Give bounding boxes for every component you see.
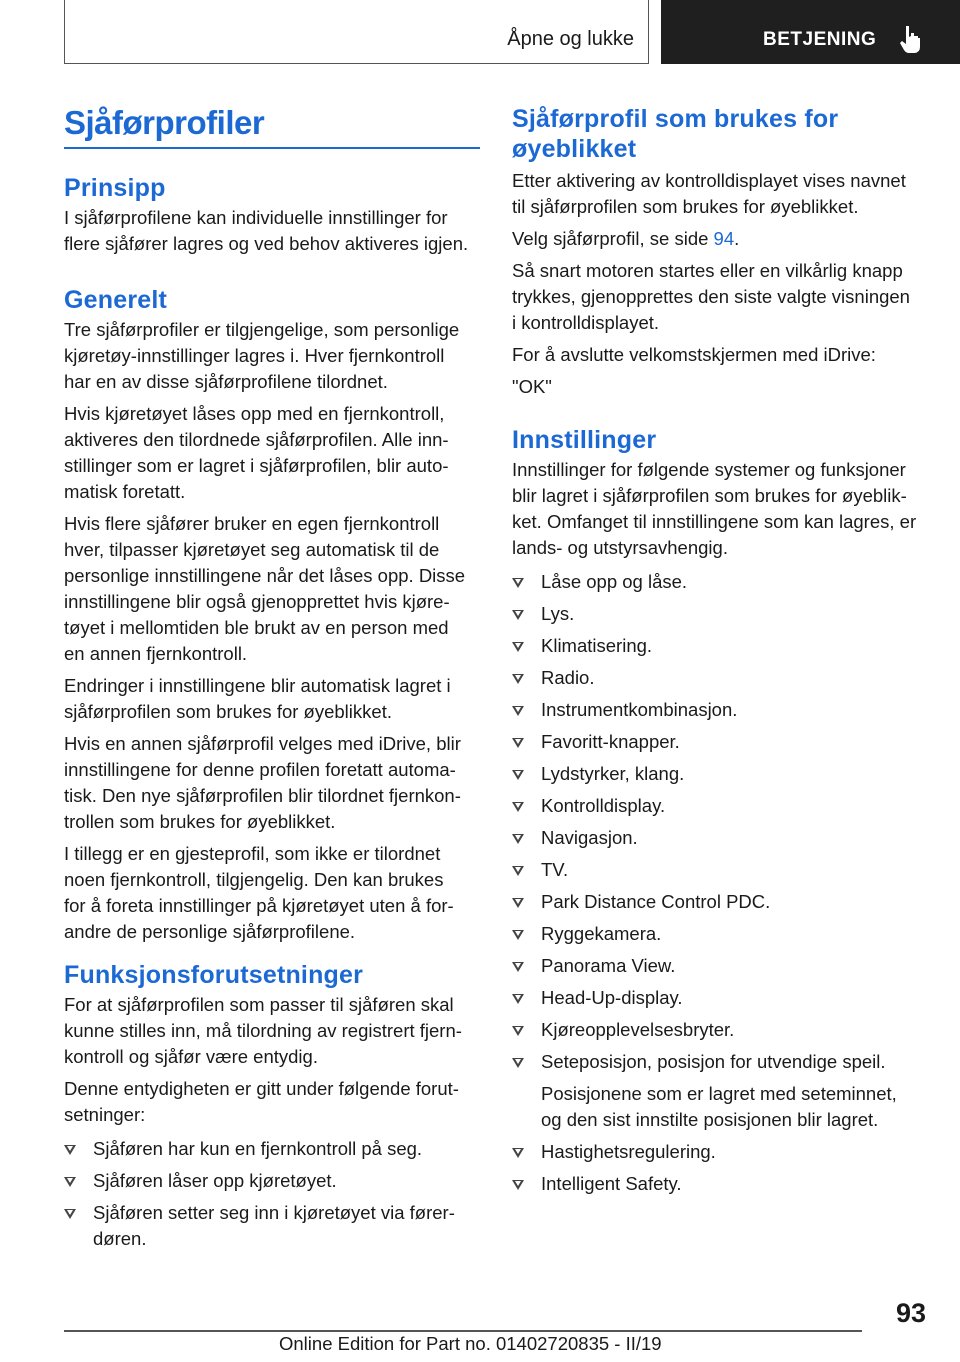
current-paragraph-2: Velg sjåførprofil, se side 94.	[512, 228, 740, 249]
generelt-paragraph-4: Endringer i innstillingene blir automatisk lagret i sjåførprofilen som brukes for øyeblikket.	[64, 675, 451, 722]
section-innstillinger	[512, 425, 928, 1197]
triangle-bullet-icon	[512, 674, 524, 684]
heading-prinsipp: Prinsipp	[64, 174, 166, 202]
list-item: Lydstyrker, klang.	[512, 761, 928, 787]
footer-divider	[64, 1330, 862, 1332]
header-chapter-tab	[661, 0, 960, 64]
list-item: Kjøreopplevelsesbryter.	[512, 1017, 928, 1043]
current-paragraph-4: For å avslutte velkomstskjermen med iDrive:	[512, 344, 876, 365]
list-item: Panorama View.	[512, 953, 928, 979]
section-current-profile	[512, 104, 928, 400]
page-link-94[interactable]: 94	[713, 228, 735, 249]
list-item: Sjåføren låser opp kjøretøyet.	[64, 1168, 480, 1194]
list-item: Instrumentkombinasjon.	[512, 697, 928, 723]
funksjon-paragraph-1: For at sjåførprofilen som passer til sjåføren skal kunne stilles inn, må tilordning av registrert fjern‐ kontroll og sjåfør være entydig.	[64, 994, 462, 1067]
hand-pointer-icon	[898, 24, 924, 54]
triangle-bullet-icon	[64, 1177, 76, 1187]
triangle-bullet-icon	[512, 1058, 524, 1068]
list-item: Seteposisjon, posisjon for utvendige speil. Posisjonene som er lagret med seteminnet, og den sist innstilte posisjonen blir lagret.	[512, 1049, 928, 1133]
generelt-paragraph-2: Hvis kjøretøyet låses opp med en fjernkontroll, aktiveres den tilordnede sjåførprofilen. Alle inn‐ stillinger som er lagret i sjåførprofilen, blir auto‐ matisk foretatt.	[64, 403, 449, 502]
generelt-paragraph-6: I tillegg er en gjesteprofil, som ikke er tilordnet noen fjernkontroll, tilgjengelig. Den kan brukes for å foreta innstillinger på kjøretøyet uten å for‐ andre de personlige sjåførprofilene.	[64, 843, 454, 942]
triangle-bullet-icon	[512, 770, 524, 780]
innstillinger-bullet-list	[512, 569, 928, 1197]
triangle-bullet-icon	[512, 962, 524, 972]
list-item: Intelligent Safety.	[512, 1171, 928, 1197]
generelt-paragraph-1: Tre sjåførprofiler er tilgjengelige, som personlige kjøretøy-innstillinger lagres i. Hver fjernkontroll har en av disse sjåførprofilene tilordnet.	[64, 319, 460, 392]
triangle-bullet-icon	[512, 994, 524, 1004]
triangle-bullet-icon	[512, 610, 524, 620]
triangle-bullet-icon	[512, 1026, 524, 1036]
prinsipp-text: I sjåførprofilene kan individuelle innstillinger for flere sjåfører lagres og ved behov aktiveres igjen.	[64, 207, 469, 254]
triangle-bullet-icon	[512, 930, 524, 940]
innstillinger-paragraph-1: Innstillinger for følgende systemer og funksjoner blir lagret i sjåførprofilen som brukes for øyeblik‐ ket. Omfanget til innstillingene som kan lagres, er lands- og utstyrsavhengig.	[512, 459, 917, 558]
list-item: Sjåføren setter seg inn i kjøretøyet via fører‐ døren.	[64, 1200, 480, 1252]
list-item: Hastighetsregulering.	[512, 1139, 928, 1165]
list-item: Ryggekamera.	[512, 921, 928, 947]
list-item: Sjåføren har kun en fjernkontroll på seg.	[64, 1136, 480, 1162]
title-divider	[64, 147, 480, 149]
list-item: Låse opp og låse.	[512, 569, 928, 595]
page-title: Sjåførprofiler	[64, 104, 265, 141]
triangle-bullet-icon	[64, 1145, 76, 1155]
triangle-bullet-icon	[512, 1148, 524, 1158]
section-funksjonsforutsetninger	[64, 960, 480, 1252]
list-item: Radio.	[512, 665, 928, 691]
list-item: TV.	[512, 857, 928, 883]
funksjon-bullet-list	[64, 1136, 480, 1252]
current-paragraph-1: Etter aktivering av kontrolldisplayet vises navnet til sjåførprofilen som brukes for øyeblikket.	[512, 170, 906, 217]
triangle-bullet-icon	[512, 898, 524, 908]
triangle-bullet-icon	[64, 1209, 76, 1219]
page-number: 93	[896, 1298, 927, 1328]
list-item: Kontrolldisplay.	[512, 793, 928, 819]
header-chapter-title: BETJENING	[763, 29, 877, 50]
list-item: Navigasjon.	[512, 825, 928, 851]
triangle-bullet-icon	[512, 738, 524, 748]
funksjon-paragraph-2: Denne entydigheten er gitt under følgende forut‐ setninger:	[64, 1078, 459, 1125]
seat-note: Posisjonene som er lagret med seteminnet, og den sist innstilte posisjonen blir lagret.	[541, 1083, 897, 1130]
triangle-bullet-icon	[512, 706, 524, 716]
triangle-bullet-icon	[512, 1180, 524, 1190]
triangle-bullet-icon	[512, 834, 524, 844]
section-prinsipp	[64, 173, 480, 257]
triangle-bullet-icon	[512, 866, 524, 876]
list-item: Klimatisering.	[512, 633, 928, 659]
generelt-paragraph-5: Hvis en annen sjåførprofil velges med iDrive, blir innstillingene for denne profilen foretatt automa‐ tisk. Den nye sjåførprofilen blir tilordnet fjernkon‐ trollen som brukes for øyeblikket.	[64, 733, 461, 832]
list-item: Lys.	[512, 601, 928, 627]
heading-current-profile: Sjåførprofil som brukes for øyeblikket	[512, 105, 839, 163]
list-item: Favoritt-knapper.	[512, 729, 928, 755]
current-paragraph-3: Så snart motoren startes eller en vilkårlig knapp trykkes, gjenopprettes den siste valgte visningen i kontrolldisplayet.	[512, 260, 910, 333]
heading-innstillinger: Innstillinger	[512, 426, 657, 454]
footer-edition: Online Edition for Part no. 01402720835 - II/19	[279, 1333, 662, 1354]
heading-generelt: Generelt	[64, 286, 168, 314]
triangle-bullet-icon	[512, 802, 524, 812]
triangle-bullet-icon	[512, 578, 524, 588]
list-item: Park Distance Control PDC.	[512, 889, 928, 915]
generelt-paragraph-3: Hvis flere sjåfører bruker en egen fjernkontroll hver, tilpasser kjøretøyet seg automatisk til de personlige innstillingene når det låses opp. Disse innstillingene blir også gjenopprettet hvis kjøre‐ tøyet i mellomtiden ble brukt av en person med en annen fjernkontroll.	[64, 513, 466, 664]
list-item: Head-Up-display.	[512, 985, 928, 1011]
section-generelt	[64, 285, 480, 945]
heading-funksjonsforutsetninger: Funksjonsforutsetninger	[64, 961, 364, 989]
triangle-bullet-icon	[512, 642, 524, 652]
current-paragraph-5: "OK"	[512, 376, 552, 397]
header-section-tab	[64, 0, 649, 64]
header-section-title: Åpne og lukke	[507, 28, 634, 50]
